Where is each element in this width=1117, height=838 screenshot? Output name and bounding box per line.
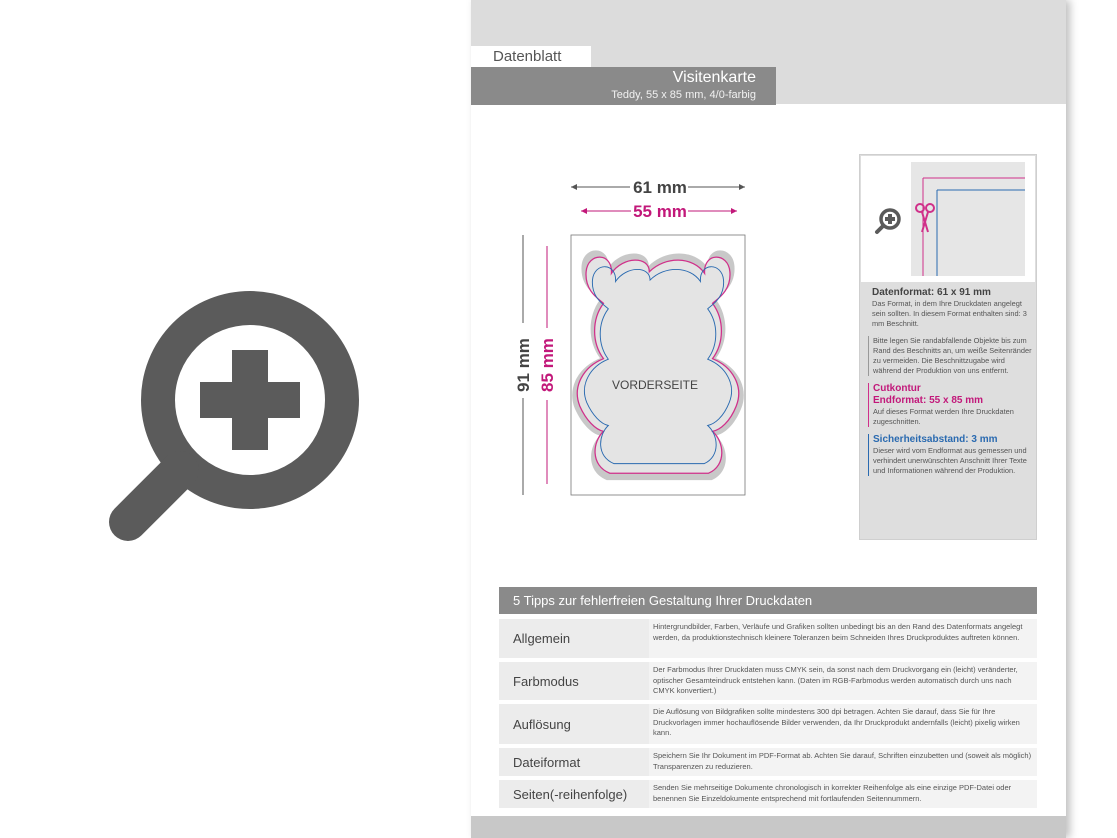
face-label: VORDERSEITE (611, 378, 699, 392)
safety-margin-section: Sicherheitsabstand: 3 mm Dieser wird vom Endformat aus gemessen und verhindert unerwünschten Anschnitt Ihrer Texte und Informationen während der Produktion. (868, 434, 1034, 476)
tip-row: Auflösung Die Auflösung von Bildgrafiken sollte mindestens 300 dpi betragen. Achten Sie darauf, dass Sie für Ihre Druckvorlagen immer hochauflösende Bilder verwenden, da Ihr Druckprodukt andernfalls (leicht) pixelig wirken kann. (499, 704, 1037, 744)
info-panel (859, 154, 1037, 540)
tip-row: Seiten(-reihenfolge) Senden Sie mehrseitige Dokumente chronologisch in korrekter Reihenfolge als eine einzige PDF-Datei oder benennen Sie Einzeldokumente entsprechend mit fortlaufenden Seitennummern. (499, 780, 1037, 808)
product-title: Visitenkarte (672, 69, 756, 86)
tips-title: 5 Tipps zur fehlerfreien Gestaltung Ihrer Druckdaten (499, 587, 1037, 614)
zoom-in-icon[interactable] (100, 290, 360, 550)
datasheet-page (471, 0, 1066, 838)
tip-row: Farbmodus Der Farbmodus Ihrer Druckdaten muss CMYK sein, da sonst nach dem Druckvorgang ein (leicht) veränderter, optischer Gesamteindruck entstehen kann. (Daten im RGB-Farbmodus werden automatisch durch uns nach CMYK konvertiert.) (499, 662, 1037, 700)
height-final-label: 85 mm (538, 338, 557, 392)
tip-row: Allgemein Hintergrundbilder, Farben, Verläufe und Grafiken sollten unbedingt bis an den Rand des Datenformats angelegt werden, da produktionstechnisch kleinere Toleranzen beim Schneiden Ihres Druckproduktes auftreten können. (499, 619, 1037, 658)
zoom-in-icon (877, 210, 899, 232)
bleed-detail-image (861, 156, 1035, 282)
title-bar (471, 67, 776, 105)
datasheet-tag: Datenblatt (471, 46, 591, 67)
data-format-section: Datenformat: 61 x 91 mm Das Format, in dem Ihre Druckdaten angelegt sein sollten. In diesem Format enthalten sind: 3 mm Beschnitt. (872, 287, 1027, 328)
product-subtitle: Teddy, 55 x 85 mm, 4/0-farbig (611, 89, 756, 101)
height-data-label: 91 mm (514, 338, 533, 392)
tip-row: Dateiformat Speichern Sie Ihr Dokument im PDF-Format ab. Achten Sie darauf, Schriften einzubetten und (soweit als möglich) Transparenzen zu reduzieren. (499, 748, 1037, 776)
format-diagram (514, 168, 781, 508)
footer-band (471, 816, 1066, 838)
bleed-hint-section: Bitte legen Sie randabfallende Objekte bis zum Rand des Beschnitts an, um weiße Seitenränder zu vermeiden. Die Beschnittzugabe wird während der Produktion von uns entfernt. (868, 336, 1034, 376)
cut-contour-section: Cutkontur Endformat: 55 x 85 mm Auf dieses Format werden Ihre Druckdaten zugeschnitten. (868, 383, 1034, 427)
width-final-label: 55 mm (633, 202, 687, 221)
width-data-label: 61 mm (633, 178, 687, 197)
tips-table (499, 619, 1037, 812)
